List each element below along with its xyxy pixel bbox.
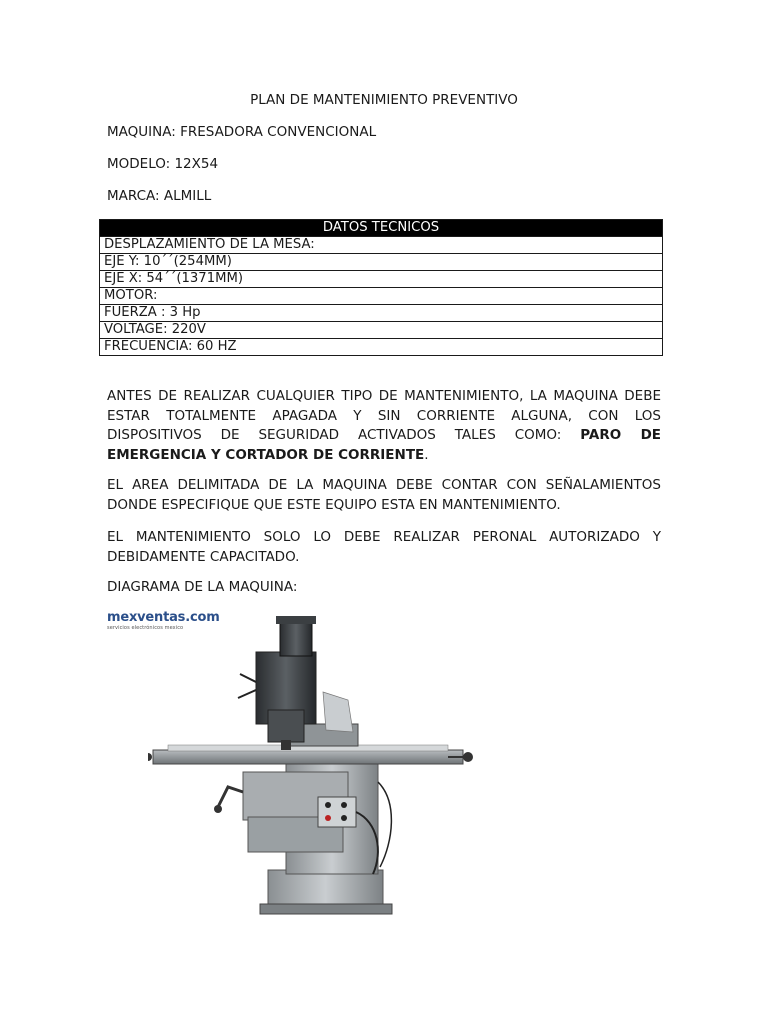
table-row: EJE X: 54´´(1371MM): [100, 271, 663, 288]
machine-name: MAQUINA: FRESADORA CONVENCIONAL: [107, 124, 377, 140]
machine-model: MODELO: 12X54: [107, 156, 219, 172]
personnel-paragraph: EL MANTENIMIENTO SOLO LO DEBE REALIZAR PERONAL AUTORIZADO Y DEBIDAMENTE CAPACITADO.: [107, 529, 661, 565]
safety-paragraph: [107, 387, 661, 465]
safety-end: .: [424, 446, 429, 463]
milling-machine-image: [148, 612, 478, 918]
logo-text: mexventas.com: [107, 610, 220, 625]
table-header: DATOS TECNICOS: [100, 220, 663, 237]
document-title: PLAN DE MANTENIMIENTO PREVENTIVO: [250, 92, 518, 108]
machine-brand: MARCA: ALMILL: [107, 188, 212, 204]
technical-data-table: [99, 219, 663, 356]
safety-text: ANTES DE REALIZAR CUALQUIER TIPO DE MANTENIMIENTO, LA MAQUINA DEBE ESTAR TOTALMENTE APAGADA Y SIN CORRIENTE ALGUNA, CON LOS DISPOSITIVOS DE SEGURIDAD ACTIVADOS TALES COMO:: [107, 388, 661, 443]
area-paragraph: EL AREA DELIMITADA DE LA MAQUINA DEBE CONTAR CON SEÑALAMIENTOS DONDE ESPECIFIQUE QUE ESTE EQUIPO ESTA EN MANTENIMIENTO.: [107, 477, 661, 513]
table-row: EJE Y: 10´´(254MM): [100, 254, 663, 271]
table-row: DESPLAZAMIENTO DE LA MESA:: [100, 237, 663, 254]
table-row: MOTOR:: [100, 288, 663, 305]
table-row: FRECUENCIA: 60 HZ: [100, 339, 663, 356]
safety-emphasis: PARO DE EMERGENCIA Y CORTADOR DE CORRIENTE: [107, 427, 661, 463]
table-row: VOLTAGE: 220V: [100, 322, 663, 339]
diagram-heading: DIAGRAMA DE LA MAQUINA:: [107, 579, 298, 595]
logo-subtext: servicios electrónicos mexico: [107, 625, 184, 631]
table-row: FUERZA : 3 Hp: [100, 305, 663, 322]
